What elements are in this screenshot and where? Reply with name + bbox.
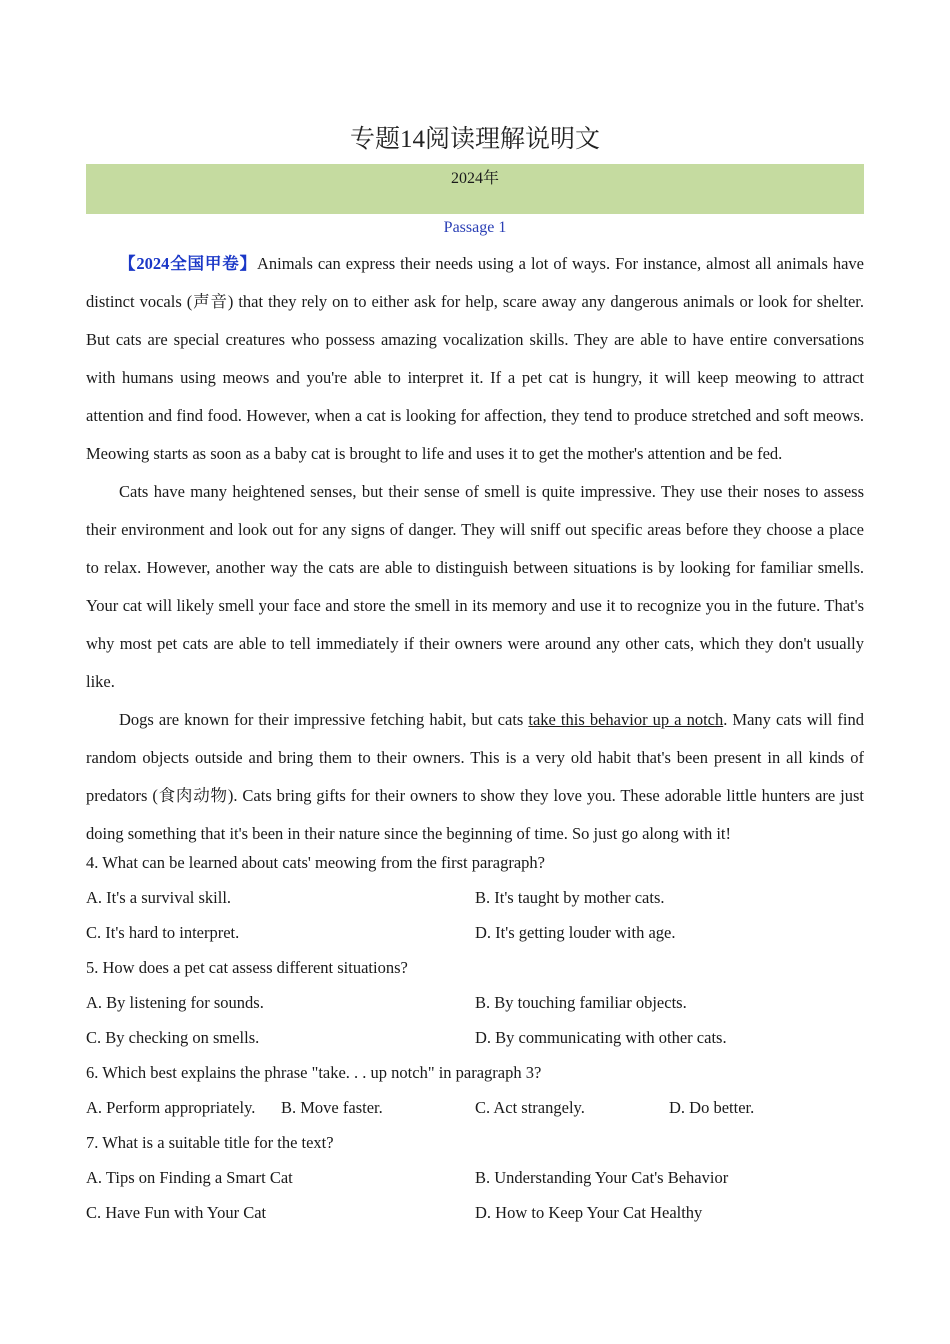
option-b: B. Move faster. xyxy=(281,1098,383,1117)
passage-paragraph-3 xyxy=(86,701,864,853)
passage-paragraph-1 xyxy=(86,245,864,473)
option-row xyxy=(86,880,864,915)
underlined-phrase: take this behavior up a notch xyxy=(528,710,724,729)
option-c: C. Have Fun with Your Cat xyxy=(86,1203,267,1222)
paragraph-3-text-end: . Many cats will find random objects outside and bring them to their owners. This is a very old habit that's been present in all kinds of predators (食肉动物). Cats bring gifts for their owners to show they love you. These adorable little hunters are just doing something that it's been in their nature since the beginning of time. So just go along with it! xyxy=(86,710,864,843)
option-a: A. It's a survival skill. xyxy=(86,888,232,907)
passage-label: Passage 1 xyxy=(443,219,507,236)
option-d: D. It's getting louder with age. xyxy=(475,923,676,942)
option-c: C. Act strangely. xyxy=(475,1098,585,1117)
question-stem: 7. What is a suitable title for the text? xyxy=(86,1133,334,1152)
question-stem: 4. What can be learned about cats' meowing from the first paragraph? xyxy=(86,853,545,872)
option-c: C. By checking on smells. xyxy=(86,1028,260,1047)
option-b: B. By touching familiar objects. xyxy=(475,993,687,1012)
option-a: A. Perform appropriately. xyxy=(86,1098,256,1117)
option-row xyxy=(86,1160,864,1195)
option-d: D. Do better. xyxy=(669,1098,755,1117)
question-list xyxy=(86,845,864,1230)
option-row xyxy=(86,1195,864,1230)
option-row xyxy=(86,915,864,950)
passage-text xyxy=(86,245,864,853)
question-stem: 5. How does a pet cat assess different situations? xyxy=(86,958,408,977)
paragraph-3-text-start: Dogs are known for their impressive fetching habit, but cats xyxy=(119,710,529,729)
option-d: D. How to Keep Your Cat Healthy xyxy=(475,1203,703,1222)
option-a: A. Tips on Finding a Smart Cat xyxy=(86,1168,293,1187)
source-tag: 【2024全国甲卷】 xyxy=(119,254,257,273)
question-stem: 6. Which best explains the phrase "take. . . up notch" in paragraph 3? xyxy=(86,1063,542,1082)
option-b: B. It's taught by mother cats. xyxy=(475,888,665,907)
option-row xyxy=(86,1090,864,1125)
option-c: C. It's hard to interpret. xyxy=(86,923,240,942)
year-label: 2024年 xyxy=(450,170,499,187)
passage-paragraph-2: Cats have many heightened senses, but their sense of smell is quite impressive. They use their noses to assess their environment and look out for any signs of danger. They will sniff out specific areas before they choose a place to relax. However, another way the cats are able to distinguish between situations is by looking for familiar smells. Your cat will likely smell your face and store the smell in its memory and use it to recognize you in the future. That's why most pet cats are able to tell immediately if their owners were around any other cats, which they don't usually like. xyxy=(86,482,864,691)
page-title: 专题14阅读理解说明文 xyxy=(349,126,600,153)
year-section-header xyxy=(86,164,864,214)
paragraph-1-text: Animals can express their needs using a lot of ways. For instance, almost all animals have distinct vocals (声音) that they rely on to either ask for help, scare away any dangerous animals or look for shelter. But cats are special creatures who possess amazing vocalization skills. They are able to have entire conversations with humans using meows and you're able to interpret it. If a pet cat is hungry, it will keep meowing to attract attention and find food. However, when a cat is looking for affection, they tend to produce stretched and soft meows. Meowing starts as soon as a baby cat is brought to life and uses it to get the mother's attention and be fed. xyxy=(86,254,864,463)
option-row xyxy=(86,985,864,1020)
option-a: A. By listening for sounds. xyxy=(86,993,264,1012)
option-row xyxy=(86,1020,864,1055)
option-b: B. Understanding Your Cat's Behavior xyxy=(475,1168,729,1187)
option-d: D. By communicating with other cats. xyxy=(475,1028,727,1047)
